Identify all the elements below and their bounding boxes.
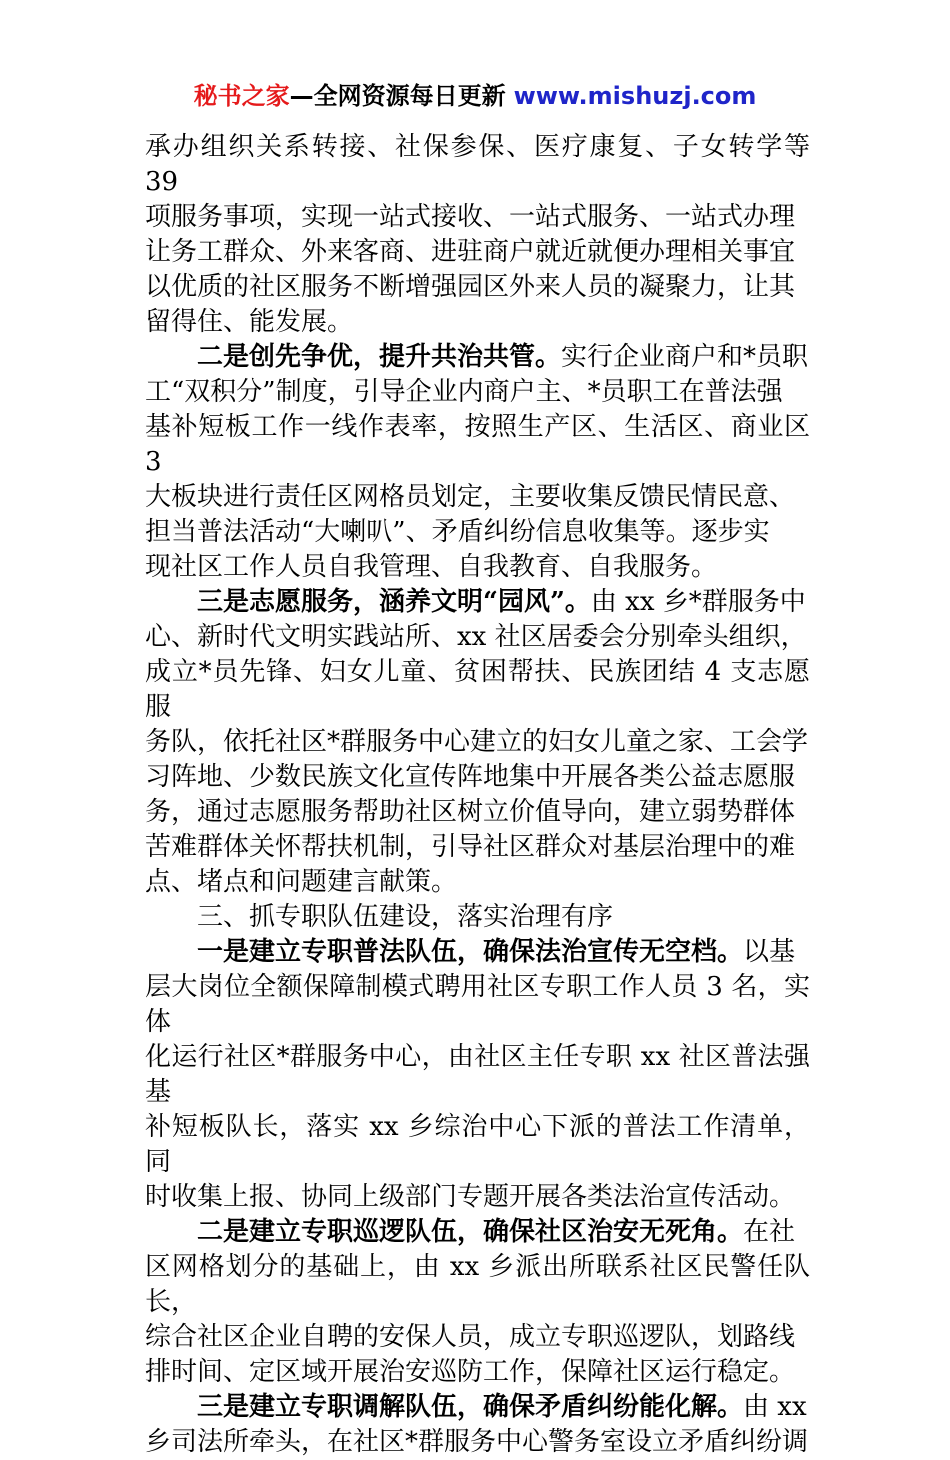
text-line: 补短板队长，落实 xx 乡综治中心下派的普法工作清单，同 xyxy=(145,1112,810,1177)
text-line: 三、抓专职队伍建设，落实治理有序 xyxy=(197,902,614,932)
text-line: 综合社区企业自聘的安保人员，成立专职巡逻队，划路线 xyxy=(145,1322,796,1352)
page-header xyxy=(0,78,950,114)
text-line: 苦难群体关怀帮扶机制，引导社区群众对基层治理中的难 xyxy=(145,832,796,862)
text-line: 乡司法所牵头，在社区*群服务中心警务室设立矛盾纠纷调 xyxy=(145,1427,809,1457)
paragraph-heading: 二是建立专职巡逻队伍，确保社区治安无死角。 xyxy=(197,1217,744,1247)
header-tagline: —全网资源每日更新 xyxy=(289,82,506,110)
text-line: 化运行社区*群服务中心，由社区主任专职 xx 社区普法强基 xyxy=(145,1042,810,1107)
text-line: 由 xx 乡*群服务中 xyxy=(590,587,806,617)
paragraph-heading: 三是志愿服务，涵养文明“园风”。 xyxy=(197,587,591,617)
paragraph xyxy=(145,130,810,340)
paragraph xyxy=(145,935,810,1215)
text-line: 项服务事项，实现一站式接收、一站式服务、一站式办理 xyxy=(145,202,796,232)
paragraph xyxy=(145,585,810,900)
text-line: 工“双积分”制度，引导企业内商户主、*员职工在普法强 xyxy=(145,377,783,407)
text-line: 让务工群众、外来客商、进驻商户就近就便办理相关事宜 xyxy=(145,237,796,267)
text-line: 担当普法活动“大喇叭”、矛盾纠纷信息收集等。逐步实 xyxy=(145,517,770,547)
text-line: 以基 xyxy=(743,937,796,967)
text-line: 在社 xyxy=(743,1217,796,1247)
text-line: 基补短板工作一线作表率，按照生产区、生活区、商业区 3 xyxy=(145,412,810,477)
text-line: 排时间、定区域开展治安巡防工作，保障社区运行稳定。 xyxy=(145,1357,796,1387)
text-line: 实行企业商户和*员职 xyxy=(561,342,809,372)
paragraph xyxy=(145,1390,810,1460)
paragraph-heading: 三是建立专职调解队伍，确保矛盾纠纷能化解。 xyxy=(197,1392,744,1422)
text-line: 区网格划分的基础上，由 xx 乡派出所联系社区民警任队长， xyxy=(145,1252,810,1317)
paragraph-heading: 二是创先争优，提升共治共管。 xyxy=(197,342,562,372)
text-line: 现社区工作人员自我管理、自我教育、自我服务。 xyxy=(145,552,718,582)
text-line: 大板块进行责任区网格员划定，主要收集反馈民情民意、 xyxy=(145,482,796,512)
text-line: 时收集上报、协同上级部门专题开展各类法治宣传活动。 xyxy=(145,1182,796,1212)
paragraph xyxy=(145,340,810,585)
website-url[interactable]: www.mishuzj.com xyxy=(513,82,757,110)
text-line: 由 xx xyxy=(743,1392,807,1422)
section-heading xyxy=(145,900,810,935)
text-line: 务队，依托社区*群服务中心建立的妇女儿童之家、工会学 xyxy=(145,727,809,757)
paragraph-heading: 一是建立专职普法队伍，确保法治宣传无空档。 xyxy=(197,937,744,967)
text-line: 以优质的社区服务不断增强园区外来人员的凝聚力，让其 xyxy=(145,272,796,302)
text-line: 成立*员先锋、妇女儿童、贫困帮扶、民族团结 4 支志愿服 xyxy=(145,657,810,722)
text-line: 点、堵点和问题建言献策。 xyxy=(145,867,458,897)
document-body xyxy=(145,130,810,1460)
text-line: 留得住、能发展。 xyxy=(145,307,354,337)
text-line: 习阵地、少数民族文化宣传阵地集中开展各类公益志愿服 xyxy=(145,762,796,792)
text-line: 层大岗位全额保障制模式聘用社区专职工作人员 3 名，实体 xyxy=(145,972,810,1037)
text-line: 心、新时代文明实践站所、xx 社区居委会分别牵头组织， xyxy=(145,622,807,652)
brand-name: 秘书之家 xyxy=(193,82,290,110)
text-line: 承办组织关系转接、社保参保、医疗康复、子女转学等 39 xyxy=(145,132,810,197)
paragraph xyxy=(145,1215,810,1390)
text-line: 务，通过志愿服务帮助社区树立价值导向，建立弱势群体 xyxy=(145,797,796,827)
